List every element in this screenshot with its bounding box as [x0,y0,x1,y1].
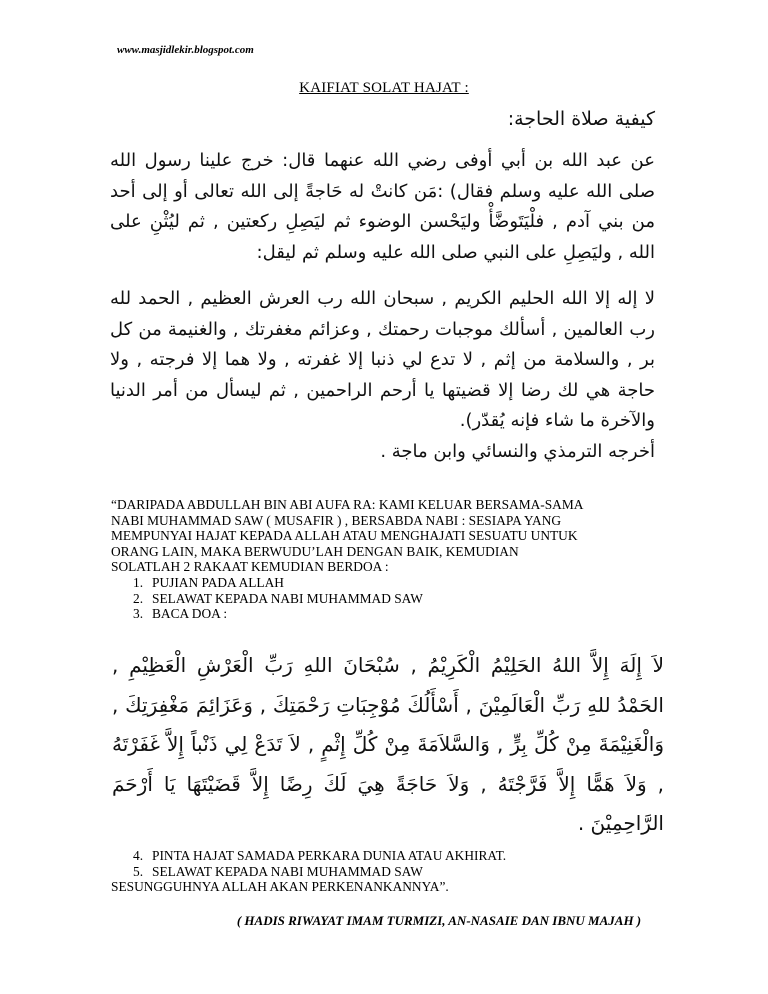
step-number: 4. [133,848,144,863]
malay-line: “DARIPADA ABDULLAH BIN ABI AUFA RA: KAMI KELUAR BERSAMA-SAMA [111,497,584,512]
step-text: PUJIAN PADA ALLAH [152,574,284,590]
step-item [111,848,671,864]
arabic-doa-text [110,284,655,467]
step-item [111,606,671,622]
arabic-heading: كيفية صلاة الحاجة: [507,108,655,130]
arabic-prayer-vocalized: لاَ إِلَهَ إِلاَّ اللهُ الحَلِيْمُ الْكَرِيْمُ , سُبْحَانَ اللهِ رَبِّ الْعَرْشِ الْعَظِيْمِ , الحَمْدُ للهِ رَبِّ الْعَالَمِيْنَ , أَسْأَلُكَ مُوْجِبَاتِ رَحْمَتِكَ , وَعَزَائِمَ مَغْفِرَتِكَ , وَالْغَنِيْمَةَ مِنْ كُلِّ بِرٍّ , وَالسَّلاَمَةَ مِنْ كُلِّ إِثْمٍ , لاَ تَدَعْ لِي ذَنْباً إِلاَّ غَفَرْتَهُ , وَلاَ هَمًّا إِلاَّ فَرَّجْتَهُ , وَلاَ حَاجَةً هِيَ لَكَ رِضًا إِلاَّ قَضَيْتَهَا يَا أَرْحَمَ الرَّاحِمِيْنَ . [112,653,664,835]
steps-list-first [111,575,671,622]
malay-translation [111,497,671,622]
step-number: 5. [133,863,144,879]
step-text: SELAWAT KEPADA NABI MUHAMMAD SAW [152,863,423,879]
closing-line: SESUNGGUHNYA ALLAH AKAN PERKENANKANNYA”. [111,879,449,894]
malay-line: SOLATLAH 2 RAKAAT KEMUDIAN BERDOA : [111,559,389,575]
arabic-hadith-text [110,146,655,268]
step-item [111,575,671,591]
malay-line: NABI MUHAMMAD SAW ( MUSAFIR ) , BERSABDA NABI : SESIAPA YANG [111,512,562,528]
malay-line: ORANG LAIN, MAKA BERWUDU’LAH DENGAN BAIK, KEMUDIAN [111,543,519,559]
page-title: KAIFIAT SOLAT HAJAT : [299,80,469,96]
step-number: 1. [133,574,144,590]
step-text: PINTA HAJAT SAMADA PERKARA DUNIA ATAU AKHIRAT. [152,848,507,863]
steps-list-second-wrapper [111,848,671,879]
step-item [111,591,671,607]
hadith-citation: ( HADIS RIWAYAT IMAM TURMIZI, AN-NASAIE DAN IBNU MAJAH ) [236,913,642,928]
malay-line: MEMPUNYAI HAJAT KEPADA ALLAH ATAU MENGHAJATI SESUATU UNTUK [111,528,578,544]
arabic-doa-paragraph: لا إله إلا الله الحليم الكريم , سبحان الله رب العرش العظيم , الحمد لله رب العالمين , أسألك موجبات رحمتك , وعزائم مغفرتك , والغنيمة من كل بر , والسلامة من إثم , لا تدع لي ذنبا إلا غفرته , ولا هما إلا فرجته , ولا حاجة هي لك رضا إلا قضيتها يا أرحم الراحمين , ثم ليسأل من أمر الدنيا والآخرة ما شاء فإنه يُقدّر). [110,288,655,431]
step-text: SELAWAT KEPADA NABI MUHAMMAD SAW [152,590,423,606]
step-number: 3. [133,606,144,622]
step-item [111,864,671,880]
step-number: 2. [133,590,144,606]
site-url: www.masjidlekir.blogspot.com [117,44,254,56]
arabic-source-line: أخرجه الترمذي والنسائي وابن ماجة . [380,440,655,462]
arabic-hadith-paragraph: عن عبد الله بن أبي أوفى رضي الله عنهما قال: خرج علينا رسول الله صلى الله عليه وسلم فقال) :مَن كانتْ له حَاجةً إلى الله تعالى أو إلى أحد من بني آدم , فلْيَتَوضَّأْ وليَحْسن الوضوء ثم ليَصِلِ ركعتين , ثم ليُثْنِ على الله , وليَصِلِ على النبي صلى الله عليه وسلم ثم ليقل: [110,150,655,263]
steps-list-second [111,848,671,879]
step-text: BACA DOA : [152,606,228,622]
